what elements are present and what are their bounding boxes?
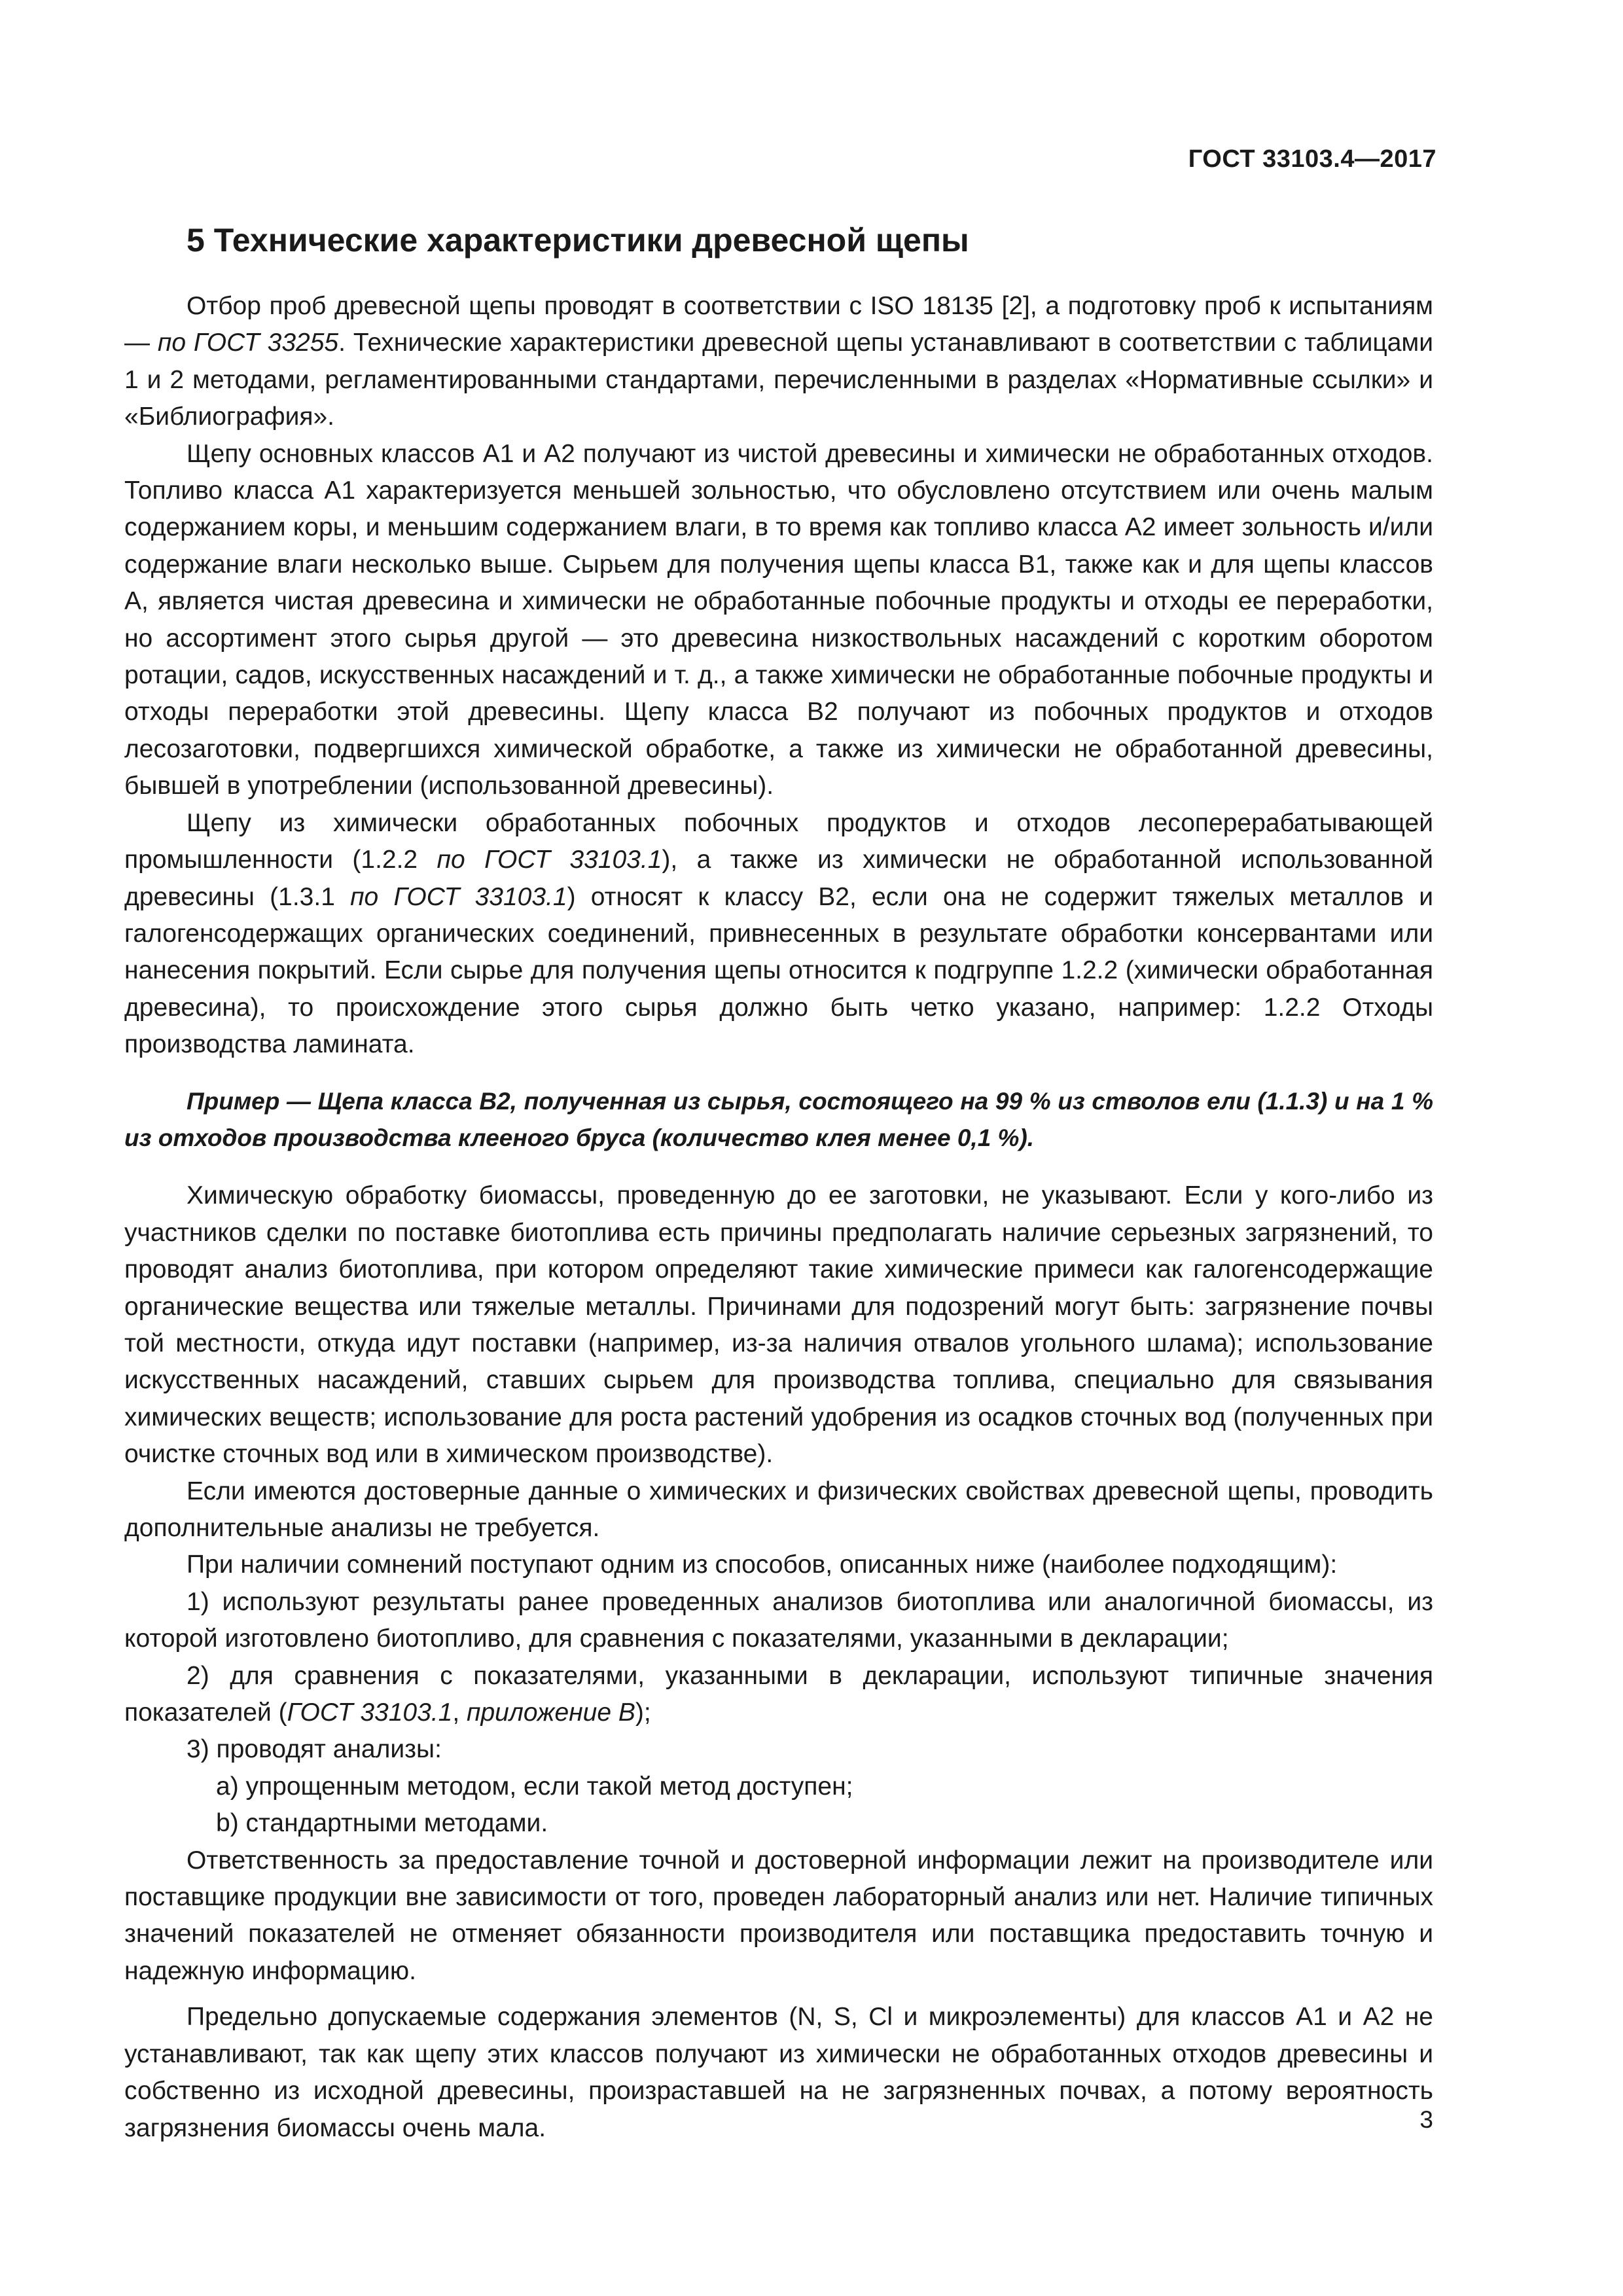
reference-gost-33103-1: ГОСТ 33103.1: [287, 1698, 453, 1727]
paragraph-reliable-data: Если имеются достоверные данные о химических и физических свойствах древесной щепы, проводить дополнительные анализы не требуется.: [124, 1477, 1433, 1542]
reference-appendix-b: приложение В: [467, 1698, 635, 1727]
paragraph-classes: Щепу основных классов А1 и А2 получают из чистой древесины и химически не обработанных отходов. Топливо класса А1 характеризуется меньшей зольностью, что обусловлено отсутствием или очень малым содержанием коры, и меньшим содержанием влаги, в то время как топливо класса А2 имеет зольность и/или содержание влаги несколько выше. Сырьем для получения щепы класса В1, также как и для щепы классов А, является чистая древесина и химически не обработанные побочные продукты и отходы ее переработки, но ассортимент этого сырья другой — это древесина низкоствольных насаждений с коротким оборотом ротации, садов, искусственных насаждений и т. д., а также химически не обработанные побочные продукты и отходы переработки этой древесины. Щепу класса В2 получают из побочных продуктов и отходов лесозаготовки, подвергшихся химической обработке, а также из химически не обработанной древесины, бывшей в употреблении (использованной древесины).: [124, 439, 1433, 800]
reference-gost-33103-1: по ГОСТ 33103.1: [350, 882, 567, 911]
paragraph-doubts: При наличии сомнений поступают одним из способов, описанных ниже (наиболее подходящим):: [187, 1551, 1338, 1579]
example-note: Пример — Щепа класса В2, полученная из сырья, состоящего на 99 % из стволов ели (1.1.3) и на 1 % из отходов производства клееного бруса (количество клея менее 0,1 %).: [124, 1087, 1433, 1151]
page-number: 3: [1419, 2106, 1433, 2133]
list-item-3: 3) проводят анализы:: [187, 1735, 442, 1764]
paragraph-sampling: Отбор проб древесной щепы проводят в соответствии с ISO 18135 [2], а подготовку проб к испытаниям — по ГОСТ 33255. Технические характеристики древесной щепы устанавливают в соответствии с таблицами 1 и 2 методами, регламентированными стандартами, перечисленными в разделах «Нормативные ссылки» и «Библиография».: [124, 292, 1433, 431]
paragraph-responsibility: Ответственность за предоставление точной и достоверной информации лежит на производителе или поставщике продукции вне зависимости от того, проведен лабораторный анализ или нет. Наличие типичных значений показателей не отменяет обязанности производителя или поставщика предоставить точную и надежную информацию.: [124, 1846, 1433, 1985]
reference-gost-33255: по ГОСТ 33255: [157, 329, 339, 357]
paragraph-element-limits: Предельно допускаемые содержания элементов (N, S, Cl и микроэлементы) для классов А1 и А2 не устанавливают, так как щепу этих классов получают из химически не обработанных отходов древесины и собственно из исходной древесины, произраставшей на не загрязненных почвах, а потому вероятность загрязнения биомассы очень мала.: [124, 2003, 1433, 2142]
document-code: ГОСТ 33103.4—2017: [1188, 145, 1436, 173]
section-title: 5 Технические характеристики древесной щепы: [187, 222, 969, 259]
list-item-3b: b) стандартными методами.: [216, 1809, 548, 1838]
section-body: [124, 288, 1433, 2147]
list-item-1: 1) используют результаты ранее проведенных анализов биотоплива или аналогичной биомассы, из которой изготовлено биотопливо, для сравнения с показателями, указанными в декларации;: [124, 1587, 1433, 1653]
reference-gost-33103-1: по ГОСТ 33103.1: [437, 846, 662, 874]
paragraph-chemical-treatment: Химическую обработку биомассы, проведенную до ее заготовки, не указывают. Если у кого-либо из участников сделки по поставке биотоплива есть причины предполагать наличие серьезных загрязнений, то проводят анализ биотоплива, при котором определяют такие химические примеси как галогенсодержащие органические вещества или тяжелые металлы. Причинами для подозрений могут быть: загрязнение почвы той местности, откуда идут поставки (например, из-за наличия отвалов угольного шлама); использование искусственных насаждений, ставших сырьем для производства топлива, специально для связывания химических веществ; использование для роста растений удобрения из осадков сточных вод (полученных при очистке сточных вод или в химическом производстве).: [124, 1181, 1433, 1469]
list-item-3a: a) упрощенным методом, если такой метод доступен;: [216, 1772, 853, 1801]
paragraph-class-b2: Щепу из химически обработанных побочных продуктов и отходов лесоперерабатывающей промышленности (1.2.2 по ГОСТ 33103.1), а также из химически не обработанной использованной древесины (1.3.1 по ГОСТ 33103.1) относят к классу В2, если она не содержит тяжелых металлов и галогенсодержащих органических соединений, привнесенных в результате обработки консервантами или нанесения покрытий. Если сырье для получения щепы относится к подгруппе 1.2.2 (химически обработанная древесина), то происхождение этого сырья должно быть четко указано, например: 1.2.2 Отходы производства ламината.: [124, 808, 1433, 1059]
list-item-2: 2) для сравнения с показателями, указанными в декларации, используют типичные значения показателей (ГОСТ 33103.1, приложение В);: [124, 1661, 1433, 1727]
